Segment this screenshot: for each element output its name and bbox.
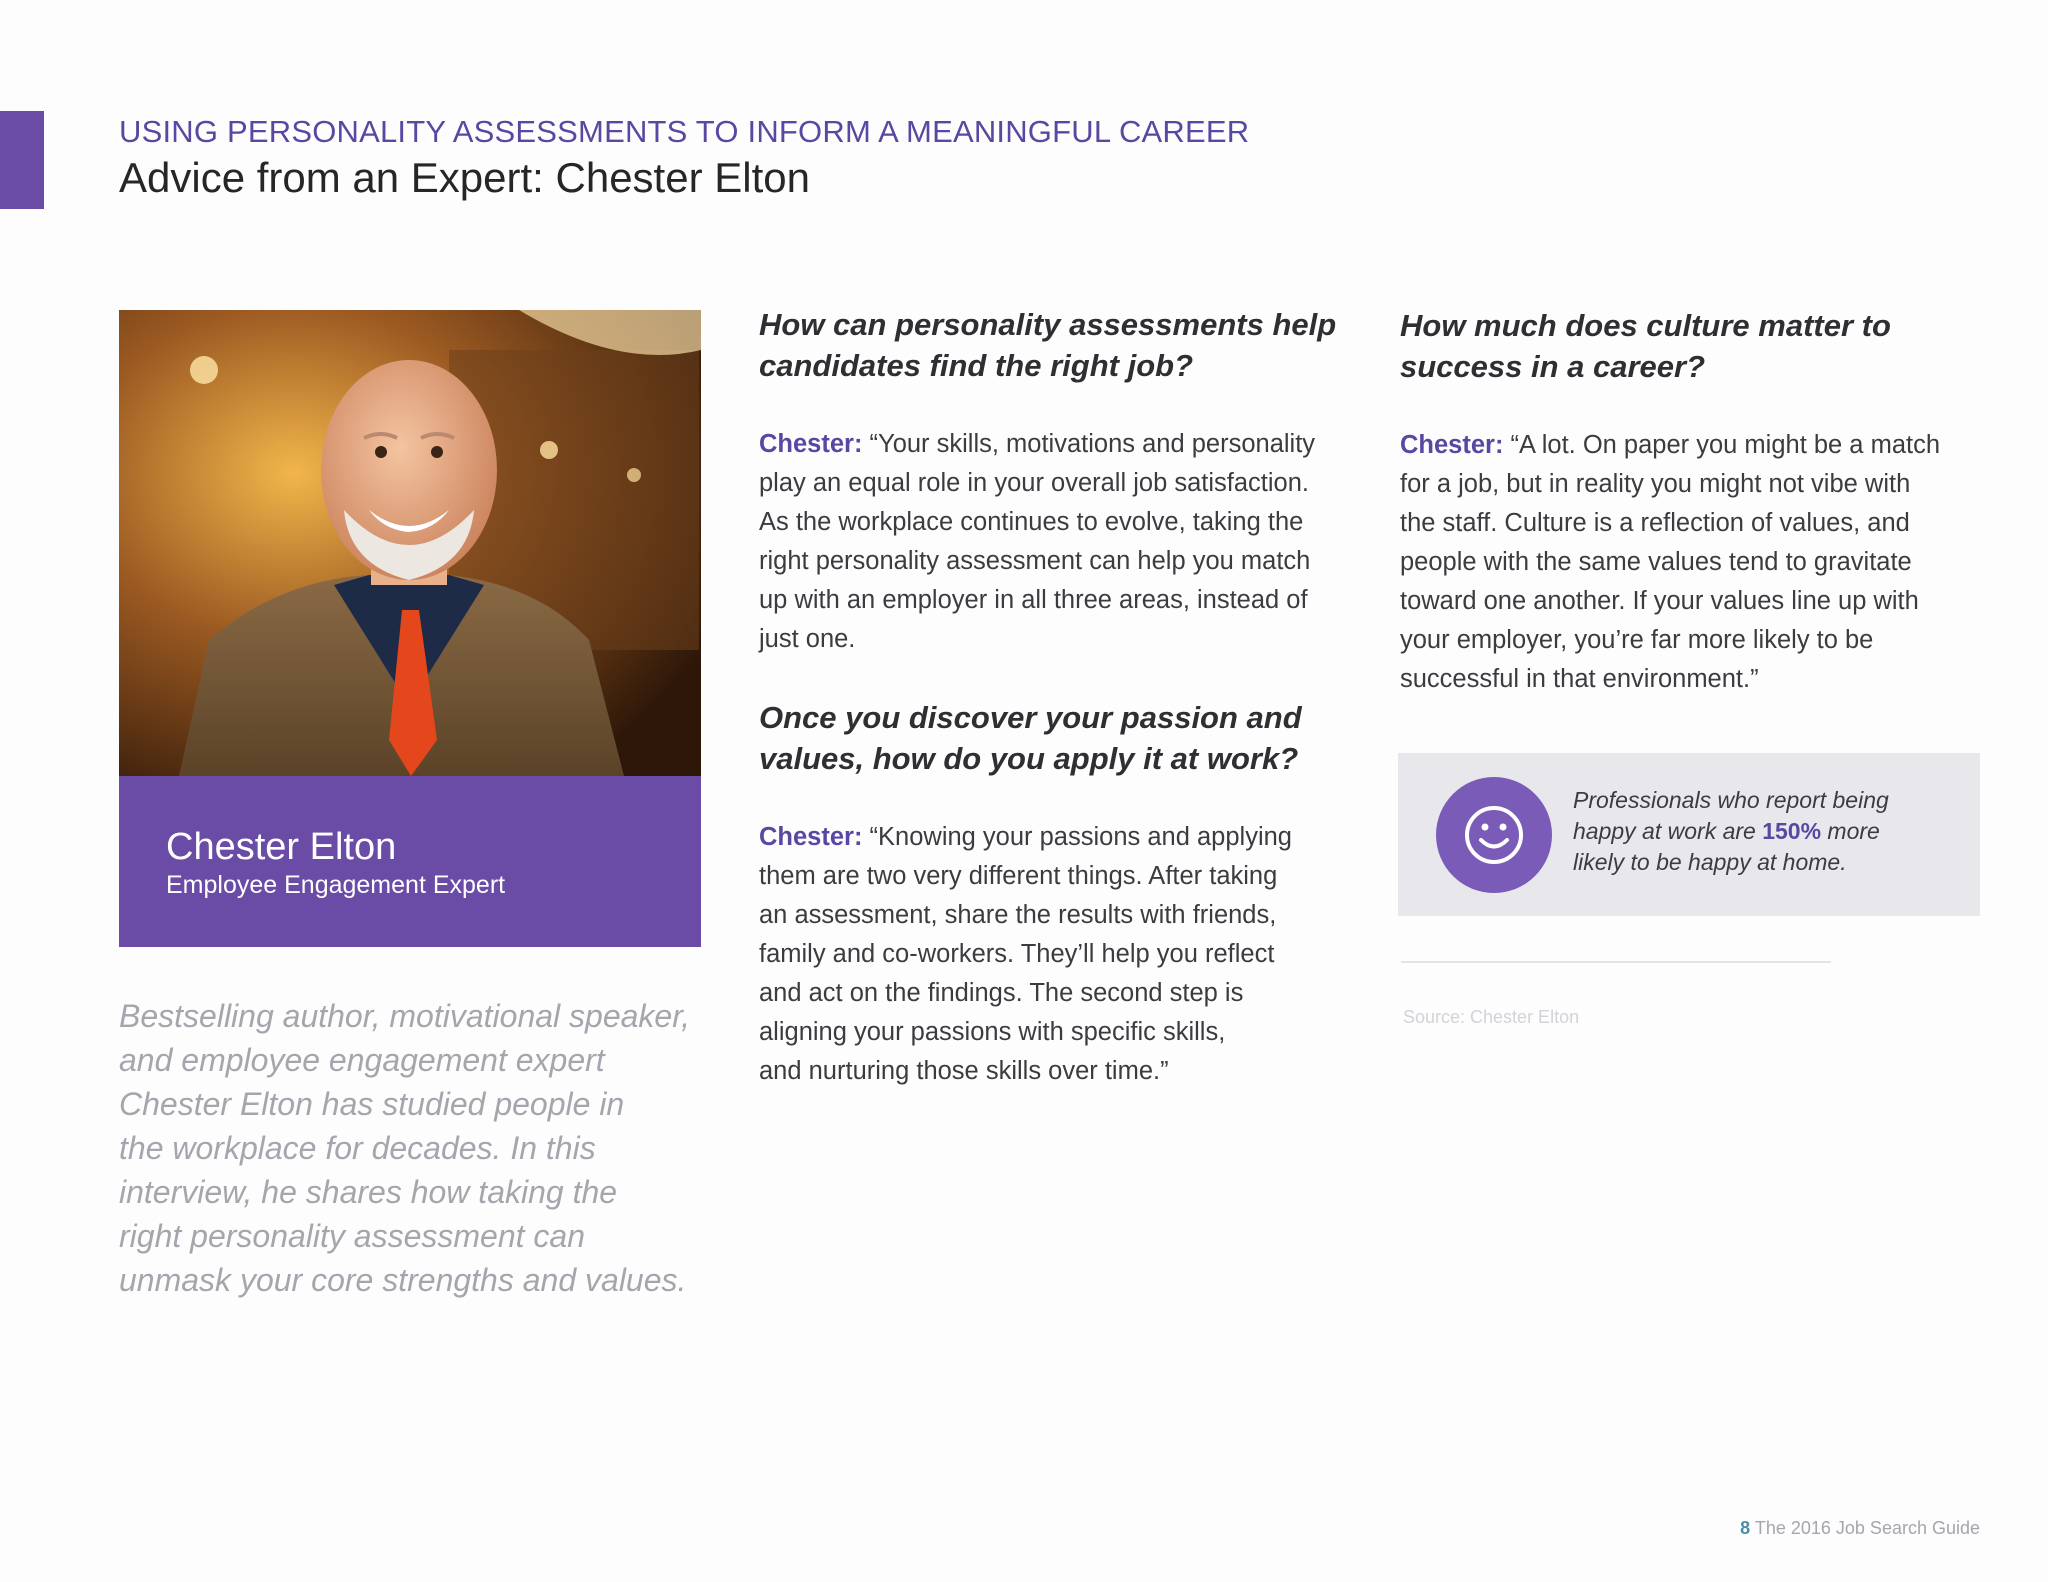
page-title: Advice from an Expert: Chester Elton [119, 154, 810, 201]
stat-text [1573, 785, 1889, 878]
answer-line: aligning your passions with specific skills, [759, 1018, 1226, 1046]
question-1 [759, 304, 1336, 386]
answer-line: and nurturing those skills over time.” [759, 1057, 1169, 1085]
question-line: Once you discover your passion and [759, 700, 1302, 735]
answer-line: successful in that environment.” [1400, 665, 1759, 693]
section-kicker: USING PERSONALITY ASSESSMENTS TO INFORM A MEANINGFUL CAREER [119, 114, 1250, 149]
answer-line: for a job, but in reality you might not vibe with [1400, 470, 1911, 498]
divider [1401, 961, 1831, 963]
answer-line: the staff. Culture is a reflection of values, and [1400, 509, 1910, 537]
answer-line: Chester: “Your skills, motivations and personality [759, 430, 1316, 458]
answer-line: people with the same values tend to gravitate [1400, 548, 1912, 576]
answer-line: Chester: “A lot. On paper you might be a match [1400, 431, 1941, 459]
intro-paragraph [119, 994, 709, 1302]
speaker-label: Chester: [1400, 431, 1504, 459]
answer-line: them are two very different things. After taking [759, 862, 1278, 890]
stat-line: likely to be happy at home. [1573, 849, 1847, 875]
profile-name: Chester Elton [166, 826, 397, 868]
answer-line: As the workplace continues to evolve, taking the [759, 508, 1304, 536]
profile-card [119, 776, 701, 947]
smiley-icon [1436, 777, 1552, 893]
source-note: Source: Chester Elton [1403, 1007, 1580, 1027]
answer-3 [1400, 426, 1940, 699]
answer-line: and act on the findings. The second step is [759, 979, 1244, 1007]
stat-line: happy at work are 150% more [1573, 818, 1880, 844]
speaker-label: Chester: [759, 823, 863, 851]
answer-line: an assessment, share the results with friends, [759, 901, 1277, 929]
answer-line: family and co-workers. They’ll help you reflect [759, 940, 1275, 968]
answer-line: Chester: “Knowing your passions and applying [759, 823, 1292, 851]
answer-line: toward one another. If your values line up with [1400, 587, 1919, 615]
intro-line: interview, he shares how taking the [119, 1174, 618, 1210]
answer-line: right personality assessment can help you match [759, 547, 1311, 575]
question-line: How much does culture matter to [1400, 308, 1891, 343]
question-2 [759, 697, 1302, 779]
answer-2 [759, 818, 1292, 1091]
intro-line: unmask your core strengths and values. [119, 1262, 687, 1298]
page-footer [1740, 1518, 1980, 1539]
answer-line: your employer, you’re far more likely to be [1400, 626, 1874, 654]
question-line: How can personality assessments help [759, 307, 1337, 342]
answer-line: just one. [759, 625, 856, 653]
intro-line: Chester Elton has studied people in [119, 1086, 625, 1122]
question-line: values, how do you apply it at work? [759, 741, 1299, 776]
profile-role: Employee Engagement Expert [166, 871, 506, 899]
stat-line: Professionals who report being [1573, 787, 1889, 813]
question-3 [1400, 305, 1891, 387]
intro-line: Bestselling author, motivational speaker, [119, 998, 690, 1034]
question-line: candidates find the right job? [759, 348, 1193, 383]
answer-line: play an equal role in your overall job satisfaction. [759, 469, 1309, 497]
stat-callout [1398, 753, 1980, 916]
stat-percent: 150% [1762, 818, 1822, 844]
accent-bar [0, 111, 44, 209]
speaker-label: Chester: [759, 430, 863, 458]
answer-1 [759, 425, 1315, 659]
question-line: success in a career? [1400, 349, 1706, 384]
intro-line: right personality assessment can [119, 1218, 585, 1254]
intro-line: and employee engagement expert [119, 1042, 605, 1078]
page-number: 8 [1740, 1518, 1751, 1538]
portrait-photo [119, 310, 701, 776]
answer-line: up with an employer in all three areas, instead of [759, 586, 1308, 614]
intro-line: the workplace for decades. In this [119, 1130, 596, 1166]
guide-title: The 2016 Job Search Guide [1750, 1518, 1980, 1538]
